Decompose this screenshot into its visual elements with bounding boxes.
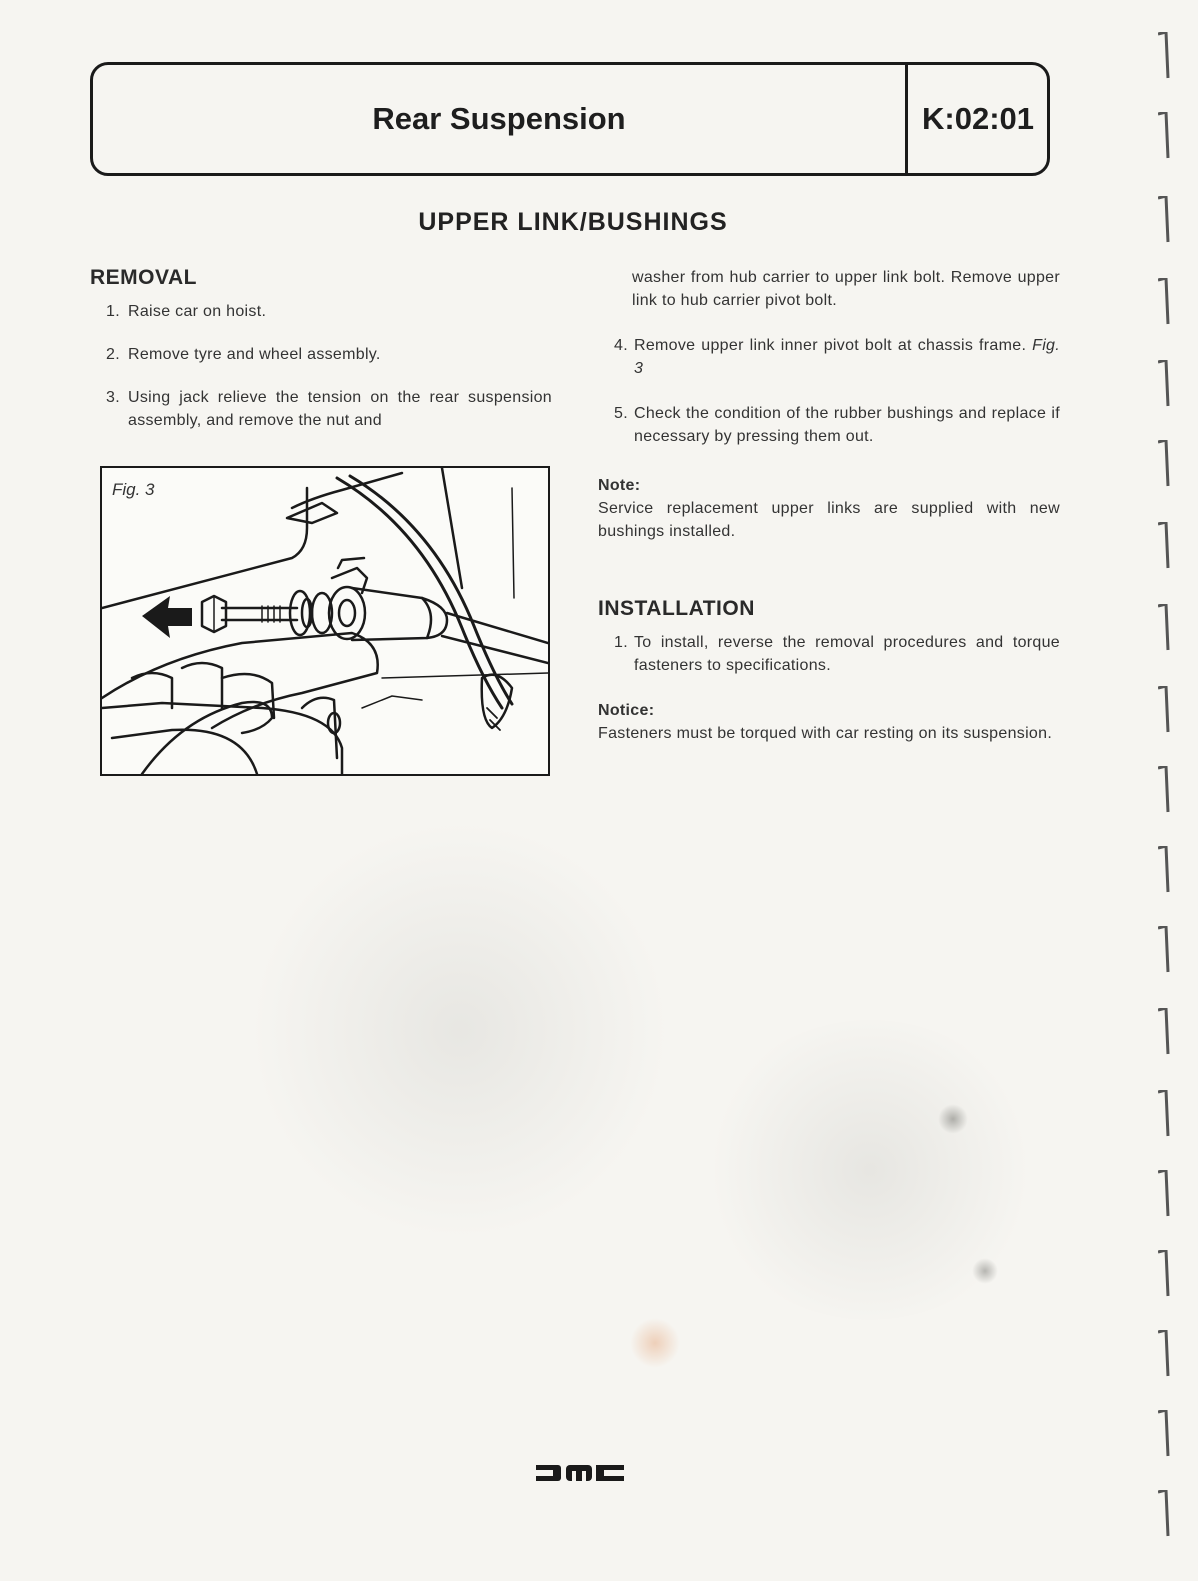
binder-hole-mark (1158, 1008, 1170, 1056)
installation-heading: INSTALLATION (598, 597, 755, 620)
section-title: UPPER LINK/BUSHINGS (418, 208, 728, 236)
binder-hole-mark (1158, 1090, 1170, 1138)
step-number: 5. (614, 405, 628, 422)
figure-reference: Fig. 3 (634, 337, 1060, 377)
binder-hole-mark (1158, 32, 1170, 80)
step-text: Remove upper link inner pivot bolt at chassis frame. (634, 337, 1027, 354)
binder-hole-mark (1158, 196, 1170, 244)
binder-hole-mark (1158, 766, 1170, 814)
binder-hole-mark (1158, 1410, 1170, 1458)
right-column (598, 266, 1060, 745)
removal-step-continuation (598, 266, 1060, 312)
section-code: K:02:01 (922, 101, 1034, 136)
figure-3 (100, 466, 550, 776)
notice-text: Fasteners must be torqued with car resting on its suspension. (598, 725, 1053, 742)
step-text: Using jack relieve the tension on the rear suspension assembly, and remove the nut and (128, 389, 552, 429)
removal-heading: REMOVAL (90, 266, 197, 289)
note-text: Service replacement upper links are supplied with new bushings installed. (598, 500, 1060, 540)
figure-label: Fig. 3 (112, 480, 155, 499)
installation-step (598, 631, 1060, 677)
paper-stain (250, 820, 670, 1240)
step-text: washer from hub carrier to upper link bolt. Remove upper link to hub carrier pivot bolt. (632, 269, 1060, 309)
direction-arrow-icon (142, 596, 192, 638)
binder-hole-mark (1158, 1250, 1170, 1298)
upper-link-illustration (102, 468, 548, 774)
note-heading: Note: (598, 477, 641, 494)
step-number: 4. (614, 337, 628, 354)
left-column (90, 266, 552, 432)
binder-hole-mark (1158, 686, 1170, 734)
removal-step (90, 386, 552, 432)
binder-hole-mark (1158, 440, 1170, 488)
step-number: 1. (614, 634, 628, 651)
notice-block (598, 699, 1060, 745)
paper-stain (972, 1258, 998, 1284)
removal-step (598, 334, 1060, 380)
removal-step (90, 300, 552, 323)
step-text: Raise car on hoist. (128, 303, 267, 320)
binder-hole-mark (1158, 522, 1170, 570)
step-number: 2. (106, 346, 120, 363)
binder-hole-mark (1158, 1170, 1170, 1218)
removal-step (90, 343, 552, 366)
step-text: To install, reverse the removal procedures and torque fasteners to specifications. (634, 634, 1060, 674)
page-title: Rear Suspension (372, 101, 626, 136)
binder-hole-mark (1158, 112, 1170, 160)
binder-hole-mark (1158, 1490, 1170, 1538)
paper-stain (630, 1318, 680, 1368)
note-block (598, 474, 1060, 543)
dmc-logo (536, 1462, 626, 1484)
binder-hole-mark (1158, 360, 1170, 408)
paper-stain (938, 1104, 968, 1134)
notice-heading: Notice: (598, 702, 655, 719)
step-text-wrap (630, 334, 1060, 380)
binder-hole-mark (1158, 1330, 1170, 1378)
binder-hole-mark (1158, 926, 1170, 974)
step-text: Check the condition of the rubber bushings and replace if necessary by pressing them out. (634, 405, 1060, 445)
step-number: 1. (106, 303, 120, 320)
binder-hole-mark (1158, 846, 1170, 894)
binder-hole-mark (1158, 604, 1170, 652)
binder-hole-mark (1158, 278, 1170, 326)
step-text: Remove tyre and wheel assembly. (128, 346, 381, 363)
header-box (90, 62, 1050, 176)
removal-step (598, 402, 1060, 448)
step-number: 3. (106, 389, 120, 406)
